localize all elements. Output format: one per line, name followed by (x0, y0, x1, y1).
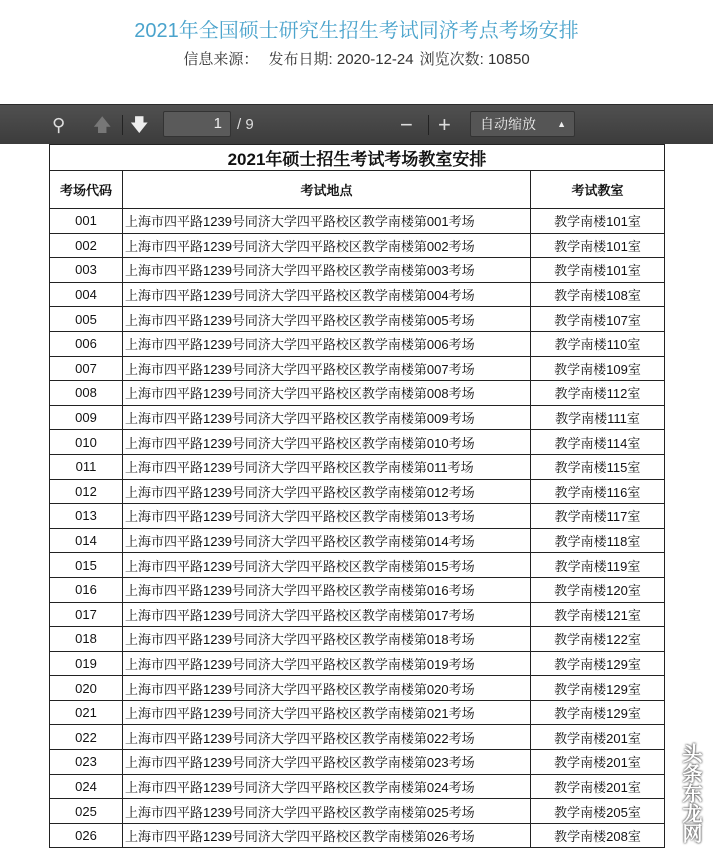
cell-location: 上海市四平路1239号同济大学四平路校区教学南楼第012考场 (123, 479, 531, 504)
cell-code: 006 (50, 331, 123, 356)
cell-code: 023 (50, 750, 123, 775)
table-row (50, 774, 665, 799)
cell-code: 014 (50, 528, 123, 553)
cell-room: 教学南楼115室 (531, 454, 665, 479)
cell-room: 教学南楼109室 (531, 356, 665, 381)
cell-code: 003 (50, 258, 123, 283)
cell-code: 020 (50, 676, 123, 701)
cell-code: 004 (50, 282, 123, 307)
cell-location: 上海市四平路1239号同济大学四平路校区教学南楼第022考场 (123, 725, 531, 750)
cell-room: 教学南楼201室 (531, 774, 665, 799)
page-number-input[interactable]: 1 (163, 111, 231, 137)
cell-code: 012 (50, 479, 123, 504)
cell-location: 上海市四平路1239号同济大学四平路校区教学南楼第008考场 (123, 381, 531, 406)
cell-room: 教学南楼110室 (531, 331, 665, 356)
search-icon[interactable]: ⚲ (52, 115, 66, 135)
cell-location: 上海市四平路1239号同济大学四平路校区教学南楼第016考场 (123, 577, 531, 602)
cell-location: 上海市四平路1239号同济大学四平路校区教学南楼第017考场 (123, 602, 531, 627)
cell-location: 上海市四平路1239号同济大学四平路校区教学南楼第004考场 (123, 282, 531, 307)
cell-code: 018 (50, 627, 123, 652)
cell-room: 教学南楼108室 (531, 282, 665, 307)
table-row (50, 356, 665, 381)
cell-code: 021 (50, 700, 123, 725)
cell-code: 022 (50, 725, 123, 750)
exam-room-table (49, 144, 665, 848)
zoom-select[interactable] (470, 111, 575, 137)
cell-code: 017 (50, 602, 123, 627)
cell-location: 上海市四平路1239号同济大学四平路校区教学南楼第002考场 (123, 233, 531, 258)
column-header-location: 考试地点 (123, 171, 531, 209)
cell-room: 教学南楼205室 (531, 799, 665, 824)
cell-code: 010 (50, 430, 123, 455)
cell-code: 005 (50, 307, 123, 332)
cell-room: 教学南楼208室 (531, 823, 665, 848)
zoom-in-button[interactable]: + (438, 112, 451, 137)
cell-room: 教学南楼121室 (531, 602, 665, 627)
cell-code: 011 (50, 454, 123, 479)
source-label: 信息来源： (183, 51, 259, 68)
table-row (50, 454, 665, 479)
table-row (50, 700, 665, 725)
cell-location: 上海市四平路1239号同济大学四平路校区教学南楼第005考场 (123, 307, 531, 332)
cell-code: 001 (50, 209, 123, 234)
cell-code: 024 (50, 774, 123, 799)
toolbar-separator (122, 115, 123, 135)
watermark-logo: 头条东龙网 (679, 743, 701, 843)
cell-room: 教学南楼129室 (531, 676, 665, 701)
cell-location: 上海市四平路1239号同济大学四平路校区教学南楼第007考场 (123, 356, 531, 381)
cell-location: 上海市四平路1239号同济大学四平路校区教学南楼第026考场 (123, 823, 531, 848)
cell-location: 上海市四平路1239号同济大学四平路校区教学南楼第011考场 (123, 454, 531, 479)
cell-code: 016 (50, 577, 123, 602)
view-count: 浏览次数: 10850 (419, 51, 530, 68)
cell-code: 007 (50, 356, 123, 381)
table-caption: 2021年硕士招生考试考场教室安排 (50, 145, 665, 171)
cell-room: 教学南楼114室 (531, 430, 665, 455)
cell-room: 教学南楼129室 (531, 651, 665, 676)
article-meta (0, 48, 713, 69)
cell-code: 009 (50, 405, 123, 430)
table-row (50, 381, 665, 406)
table-row (50, 405, 665, 430)
cell-room: 教学南楼119室 (531, 553, 665, 578)
table-row (50, 799, 665, 824)
cell-code: 019 (50, 651, 123, 676)
cell-code: 025 (50, 799, 123, 824)
table-row (50, 282, 665, 307)
cell-location: 上海市四平路1239号同济大学四平路校区教学南楼第014考场 (123, 528, 531, 553)
page-total: / 9 (237, 116, 254, 133)
table-row (50, 651, 665, 676)
page-title: 2021年全国硕士研究生招生考试同济考点考场安排 (134, 20, 579, 42)
cell-location: 上海市四平路1239号同济大学四平路校区教学南楼第019考场 (123, 651, 531, 676)
table-row (50, 331, 665, 356)
table-row (50, 504, 665, 529)
cell-location: 上海市四平路1239号同济大学四平路校区教学南楼第003考场 (123, 258, 531, 283)
cell-room: 教学南楼101室 (531, 209, 665, 234)
table-row (50, 577, 665, 602)
cell-location: 上海市四平路1239号同济大学四平路校区教学南楼第025考场 (123, 799, 531, 824)
table-row (50, 602, 665, 627)
table-row (50, 553, 665, 578)
cell-location: 上海市四平路1239号同济大学四平路校区教学南楼第020考场 (123, 676, 531, 701)
next-page-icon[interactable]: 🡇 (130, 115, 149, 135)
cell-room: 教学南楼107室 (531, 307, 665, 332)
table-row (50, 725, 665, 750)
cell-code: 013 (50, 504, 123, 529)
cell-room: 教学南楼116室 (531, 479, 665, 504)
cell-location: 上海市四平路1239号同济大学四平路校区教学南楼第010考场 (123, 430, 531, 455)
cell-location: 上海市四平路1239号同济大学四平路校区教学南楼第001考场 (123, 209, 531, 234)
cell-room: 教学南楼120室 (531, 577, 665, 602)
table-row (50, 823, 665, 848)
table-row (50, 209, 665, 234)
cell-room: 教学南楼201室 (531, 750, 665, 775)
cell-room: 教学南楼101室 (531, 258, 665, 283)
cell-room: 教学南楼201室 (531, 725, 665, 750)
cell-location: 上海市四平路1239号同济大学四平路校区教学南楼第015考场 (123, 553, 531, 578)
cell-location: 上海市四平路1239号同济大学四平路校区教学南楼第024考场 (123, 774, 531, 799)
cell-room: 教学南楼122室 (531, 627, 665, 652)
table-row (50, 258, 665, 283)
cell-location: 上海市四平路1239号同济大学四平路校区教学南楼第013考场 (123, 504, 531, 529)
column-header-room: 考试教室 (531, 171, 665, 209)
cell-code: 008 (50, 381, 123, 406)
cell-location: 上海市四平路1239号同济大学四平路校区教学南楼第018考场 (123, 627, 531, 652)
cell-location: 上海市四平路1239号同济大学四平路校区教学南楼第023考场 (123, 750, 531, 775)
cell-room: 教学南楼111室 (531, 405, 665, 430)
previous-page-icon[interactable]: 🡅 (93, 115, 112, 135)
cell-code: 026 (50, 823, 123, 848)
cell-room: 教学南楼117室 (531, 504, 665, 529)
cell-room: 教学南楼129室 (531, 700, 665, 725)
table-row (50, 528, 665, 553)
zoom-select-value: 自动缩放 (480, 116, 536, 132)
table-row (50, 750, 665, 775)
table-row (50, 627, 665, 652)
cell-room: 教学南楼112室 (531, 381, 665, 406)
toolbar-separator (428, 115, 429, 135)
cell-room: 教学南楼118室 (531, 528, 665, 553)
zoom-out-button[interactable]: − (400, 112, 413, 137)
pdf-toolbar (0, 104, 713, 144)
table-row (50, 676, 665, 701)
cell-location: 上海市四平路1239号同济大学四平路校区教学南楼第006考场 (123, 331, 531, 356)
table-row (50, 479, 665, 504)
cell-code: 015 (50, 553, 123, 578)
table-row (50, 430, 665, 455)
select-arrows-icon: ▲ (557, 119, 566, 129)
cell-code: 002 (50, 233, 123, 258)
cell-location: 上海市四平路1239号同济大学四平路校区教学南楼第021考场 (123, 700, 531, 725)
column-header-code: 考场代码 (50, 171, 123, 209)
table-row (50, 233, 665, 258)
cell-room: 教学南楼101室 (531, 233, 665, 258)
cell-location: 上海市四平路1239号同济大学四平路校区教学南楼第009考场 (123, 405, 531, 430)
table-row (50, 307, 665, 332)
publish-date: 发布日期: 2020-12-24 (268, 51, 414, 68)
